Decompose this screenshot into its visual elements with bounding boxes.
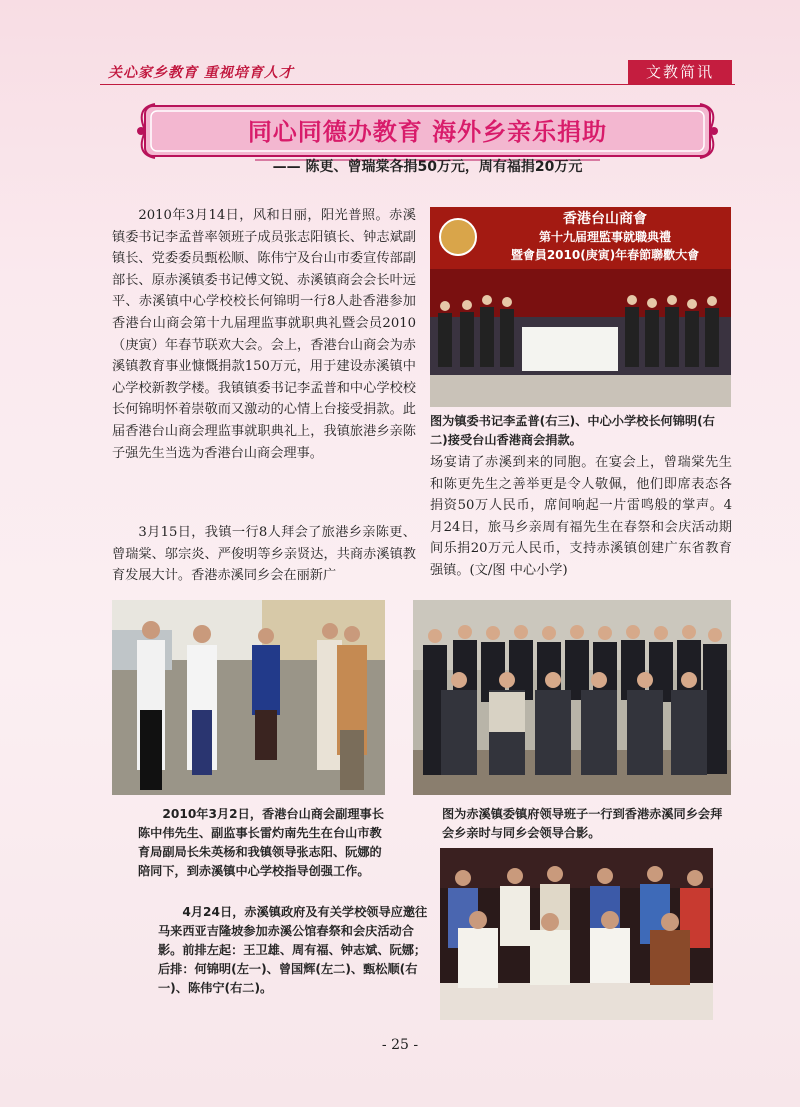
photo-donation-ceremony (430, 207, 731, 407)
article-paragraph-1: 2010年3月14日，风和日丽，阳光普照。赤溪镇委书记李孟普率领班子成员张志阳镇长、钟志斌副镇长、党委委员甄松顺、陈伟宁及台山市委宣传部副部长、原赤溪镇委书记傅文锐、赤溪镇商会会长叶远平、赤溪镇中心学校校长何锦明一行8人赴香港参加香港台山商会第十九届理监事就职典礼暨会员2010（庚寅）年春节联欢大会。会上，香港台山商会为赤溪镇教育事业慷慨捐款150万元，用于建设赤溪镇中心学校新教学楼。我镇镇委书记李孟普和中心学校校长何锦明怀着崇敬而又激动的心情上台接受捐款。此届香港台山商会理监事就职典礼上，我镇旅港乡亲陈子强先生当选为香港台山商会理事。 (112, 208, 416, 461)
photo-school-visit (112, 600, 385, 795)
page-number: - 25 - (381, 1037, 419, 1053)
article-subtitle: —— 陈更、曾瑞棠各捐50万元，周有福捐20万元 (272, 159, 583, 175)
article-title: 同心同德办教育 海外乡亲乐捐助 (247, 118, 608, 146)
caption-photo-1: 图为镇委书记李孟普(右三)、中心小学校长何锦明(右二)接受台山香港商会捐款。 (430, 414, 715, 447)
article-paragraph-2: 3月15日，我镇一行8人拜会了旅港乡亲陈更、曾瑞棠、邬宗炎、严俊明等乡亲贤达，共商赤溪镇教育发展大计。香港赤溪同乡会在丽新广 (112, 525, 416, 584)
header-rule (100, 84, 735, 85)
caption-photo-3: 图为赤溪镇委镇府领导班子一行到香港赤溪同乡会拜会乡亲时与同乡会领导合影。 (442, 807, 723, 840)
caption-photo-4: 4月24日，赤溪镇政府及有关学校领导应邀往马来西亚吉隆坡参加赤溪公馆春祭和会庆活动合影。前排左起：王卫雄、周有福、钟志斌、阮娜；后排：何锦明(左一)、曾国辉(左二)、甄松顺(右一)、陈伟宁(右二)。 (158, 905, 428, 995)
header-motto: 关心家乡教育 重视培育人才 (108, 65, 294, 81)
caption-photo-2: 2010年3月2日，香港台山商会副理事长陈中伟先生、副监事长雷灼南先生在台山市教育局副局长朱英杨和我镇领导张志阳、阮娜的陪同下，到赤溪镇中心学校指导创强工作。 (138, 807, 384, 878)
photo-hong-kong-group (413, 600, 731, 795)
banner-sign-line-3: 暨會員2010(庚寅)年春節聯歡大會 (510, 248, 700, 262)
article-paragraph-3: 场宴请了赤溪到来的同胞。在宴会上，曾瑞棠先生和陈更先生之善举更是令人敬佩，他们即席表态各捐资50万人民币，席间响起一片雷鸣般的掌声。4月24日，旅马乡亲周有福先生在春祭和会庆活动期间乐捐20万元人民币，支持赤溪镇创建广东省教育强镇。(文/图 中心小学) (430, 455, 732, 578)
photo-malaysia-banquet (440, 848, 713, 1020)
banner-sign-line-1: 香港台山商會 (563, 211, 647, 227)
banner-sign-line-2: 第十九届理監事就職典禮 (538, 230, 671, 244)
article-banner (135, 100, 720, 190)
section-tab: 文教简讯 (628, 60, 732, 84)
